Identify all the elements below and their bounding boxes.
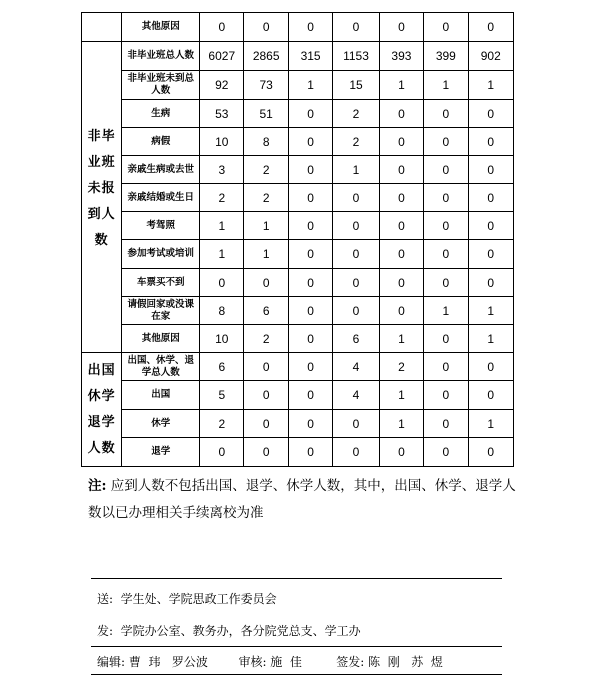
table-cell: 0 — [288, 269, 332, 297]
table-row — [82, 381, 514, 410]
table-row — [82, 410, 514, 438]
table-cell: 6 — [200, 353, 244, 381]
table-cell: 1 — [424, 71, 468, 100]
table-cell: 2 — [244, 156, 288, 184]
row-label: 请假回家或没课在家 — [122, 297, 200, 325]
table-cell: 0 — [424, 438, 468, 467]
table-cell: 0 — [468, 100, 513, 128]
footer-rule-mid — [91, 646, 502, 647]
row-label: 亲戚结婚或生日 — [122, 184, 200, 212]
table-cell: 2 — [333, 100, 379, 128]
table-cell: 0 — [468, 128, 513, 156]
table-cell: 0 — [424, 381, 468, 410]
table-row — [82, 240, 514, 269]
stats-table — [81, 12, 514, 467]
table-row — [82, 212, 514, 240]
category-cell — [82, 353, 122, 467]
table-cell: 0 — [244, 381, 288, 410]
table-cell: 2 — [244, 184, 288, 212]
table-cell: 0 — [424, 100, 468, 128]
row-label: 出国 — [122, 381, 200, 410]
category-line: 人数 — [87, 440, 116, 456]
table-cell: 0 — [288, 438, 332, 467]
table-cell: 0 — [288, 240, 332, 269]
table-row — [82, 100, 514, 128]
table-cell: 0 — [379, 297, 423, 325]
table-cell: 0 — [333, 410, 379, 438]
row-label: 亲戚生病或去世 — [122, 156, 200, 184]
table-cell: 1 — [379, 410, 423, 438]
table-cell: 0 — [424, 184, 468, 212]
table-cell: 0 — [200, 13, 244, 42]
table-cell: 4 — [333, 381, 379, 410]
table-cell: 0 — [200, 269, 244, 297]
table-cell: 0 — [424, 13, 468, 42]
footer-send-to: 送: 学生处、学院思政工作委员会 — [97, 592, 277, 606]
table-cell: 399 — [424, 42, 468, 71]
table-cell: 53 — [200, 100, 244, 128]
table-row — [82, 71, 514, 100]
note — [88, 473, 518, 527]
footer-issued-to: 发: 学院办公室、教务办，各分院党总支、学工办 — [97, 624, 361, 638]
table-cell: 2 — [200, 184, 244, 212]
category-line: 未报 — [87, 181, 116, 196]
table-cell: 1 — [244, 212, 288, 240]
table-cell: 2 — [379, 353, 423, 381]
row-label: 其他原因 — [122, 325, 200, 353]
table-cell: 1 — [379, 325, 423, 353]
table-cell: 0 — [288, 13, 332, 42]
table-cell: 315 — [288, 42, 332, 71]
row-label: 生病 — [122, 100, 200, 128]
table-cell: 1 — [379, 71, 423, 100]
table-cell: 2865 — [244, 42, 288, 71]
table-cell: 5 — [200, 381, 244, 410]
category-line: 数 — [94, 233, 109, 248]
table-cell: 2 — [333, 128, 379, 156]
row-label: 非毕业班未到总人数 — [122, 71, 200, 100]
table-cell: 2 — [244, 325, 288, 353]
table-cell: 1 — [468, 297, 513, 325]
table-cell: 8 — [200, 297, 244, 325]
table-cell: 0 — [379, 156, 423, 184]
table-cell: 1 — [288, 71, 332, 100]
table-cell: 0 — [424, 240, 468, 269]
table-cell: 393 — [379, 42, 423, 71]
table-cell: 0 — [424, 128, 468, 156]
table-cell: 0 — [468, 212, 513, 240]
table-cell: 0 — [244, 353, 288, 381]
table-cell: 92 — [200, 71, 244, 100]
table-row — [82, 438, 514, 467]
footer-rule-bottom — [91, 674, 502, 675]
table-cell: 0 — [288, 156, 332, 184]
category-line: 非毕 — [87, 129, 116, 144]
table-cell: 0 — [468, 381, 513, 410]
table-cell: 8 — [244, 128, 288, 156]
table-cell: 0 — [379, 240, 423, 269]
table-cell: 0 — [424, 353, 468, 381]
row-label: 出国、休学、退学总人数 — [122, 353, 200, 381]
category-line: 退学 — [87, 414, 116, 430]
table-row — [82, 269, 514, 297]
table-cell: 0 — [244, 269, 288, 297]
row-label: 其他原因 — [122, 13, 200, 42]
table-cell: 0 — [333, 269, 379, 297]
table-cell: 6 — [333, 325, 379, 353]
table-cell: 0 — [333, 240, 379, 269]
table-cell: 0 — [468, 156, 513, 184]
table-cell: 4 — [333, 353, 379, 381]
table-cell: 1 — [333, 156, 379, 184]
row-label: 退学 — [122, 438, 200, 467]
table-cell: 0 — [379, 128, 423, 156]
table-cell: 0 — [288, 410, 332, 438]
table-row — [82, 42, 514, 71]
table-row — [82, 297, 514, 325]
table-cell: 0 — [244, 410, 288, 438]
category-cell-empty — [82, 13, 122, 42]
table-cell: 0 — [468, 438, 513, 467]
table-cell: 1 — [468, 325, 513, 353]
table-cell: 0 — [424, 269, 468, 297]
table-cell: 0 — [333, 438, 379, 467]
stats-table-body — [82, 13, 514, 467]
note-prefix: 注: — [88, 478, 107, 494]
table-cell: 0 — [288, 128, 332, 156]
table-cell: 0 — [424, 212, 468, 240]
table-cell: 0 — [288, 325, 332, 353]
table-cell: 1 — [379, 381, 423, 410]
table-cell: 0 — [468, 240, 513, 269]
table-cell: 10 — [200, 325, 244, 353]
table-cell: 0 — [468, 269, 513, 297]
table-cell: 0 — [468, 353, 513, 381]
table-cell: 0 — [244, 13, 288, 42]
table-cell: 51 — [244, 100, 288, 128]
table-cell: 0 — [379, 212, 423, 240]
table-cell: 1 — [424, 297, 468, 325]
table-cell: 0 — [288, 100, 332, 128]
table-cell: 0 — [333, 13, 379, 42]
table-cell: 0 — [200, 438, 244, 467]
table-cell: 0 — [424, 410, 468, 438]
table-cell: 0 — [379, 438, 423, 467]
row-label: 考驾照 — [122, 212, 200, 240]
row-label: 车票买不到 — [122, 269, 200, 297]
category-line: 到人 — [87, 207, 116, 222]
table-cell: 0 — [288, 353, 332, 381]
category-line: 休学 — [87, 388, 116, 404]
table-cell: 0 — [244, 438, 288, 467]
table-cell: 0 — [333, 184, 379, 212]
table-cell: 73 — [244, 71, 288, 100]
table-cell: 1 — [200, 212, 244, 240]
table-cell: 1 — [244, 240, 288, 269]
category-line: 业班 — [87, 155, 116, 170]
row-label: 休学 — [122, 410, 200, 438]
note-text: 应到人数不包括出国、退学、休学人数，其中，出国、休学、退学人数以已办理相关手续离校为准 — [88, 478, 516, 521]
table-cell: 0 — [288, 212, 332, 240]
table-cell: 0 — [288, 381, 332, 410]
table-cell: 902 — [468, 42, 513, 71]
category-cell — [82, 42, 122, 353]
footer-rule-top — [91, 578, 502, 579]
table-cell: 0 — [468, 184, 513, 212]
table-row — [82, 156, 514, 184]
table-cell: 10 — [200, 128, 244, 156]
row-label: 病假 — [122, 128, 200, 156]
category-line: 出国 — [87, 362, 116, 378]
table-cell: 3 — [200, 156, 244, 184]
table-cell: 0 — [333, 212, 379, 240]
table-cell: 0 — [288, 297, 332, 325]
table-row — [82, 13, 514, 42]
table-cell: 2 — [200, 410, 244, 438]
footer-signoff: 编辑: 曹 玮 罗公波 审核: 施 佳 签发: 陈 刚 苏 煜 — [97, 655, 443, 669]
table-cell: 1 — [200, 240, 244, 269]
row-label: 参加考试或培训 — [122, 240, 200, 269]
table-cell: 0 — [424, 325, 468, 353]
row-label: 非毕业班总人数 — [122, 42, 200, 71]
table-cell: 6 — [244, 297, 288, 325]
table-cell: 6027 — [200, 42, 244, 71]
table-cell: 1 — [468, 410, 513, 438]
table-cell: 1 — [468, 71, 513, 100]
table-cell: 0 — [379, 100, 423, 128]
table-cell: 0 — [333, 297, 379, 325]
table-row — [82, 128, 514, 156]
table-row — [82, 325, 514, 353]
table-cell: 1153 — [333, 42, 379, 71]
table-cell: 0 — [468, 13, 513, 42]
table-row — [82, 184, 514, 212]
table-row — [82, 353, 514, 381]
table-cell: 0 — [379, 13, 423, 42]
table-cell: 0 — [424, 156, 468, 184]
table-cell: 0 — [379, 269, 423, 297]
table-cell: 0 — [379, 184, 423, 212]
table-cell: 0 — [288, 184, 332, 212]
table-cell: 15 — [333, 71, 379, 100]
